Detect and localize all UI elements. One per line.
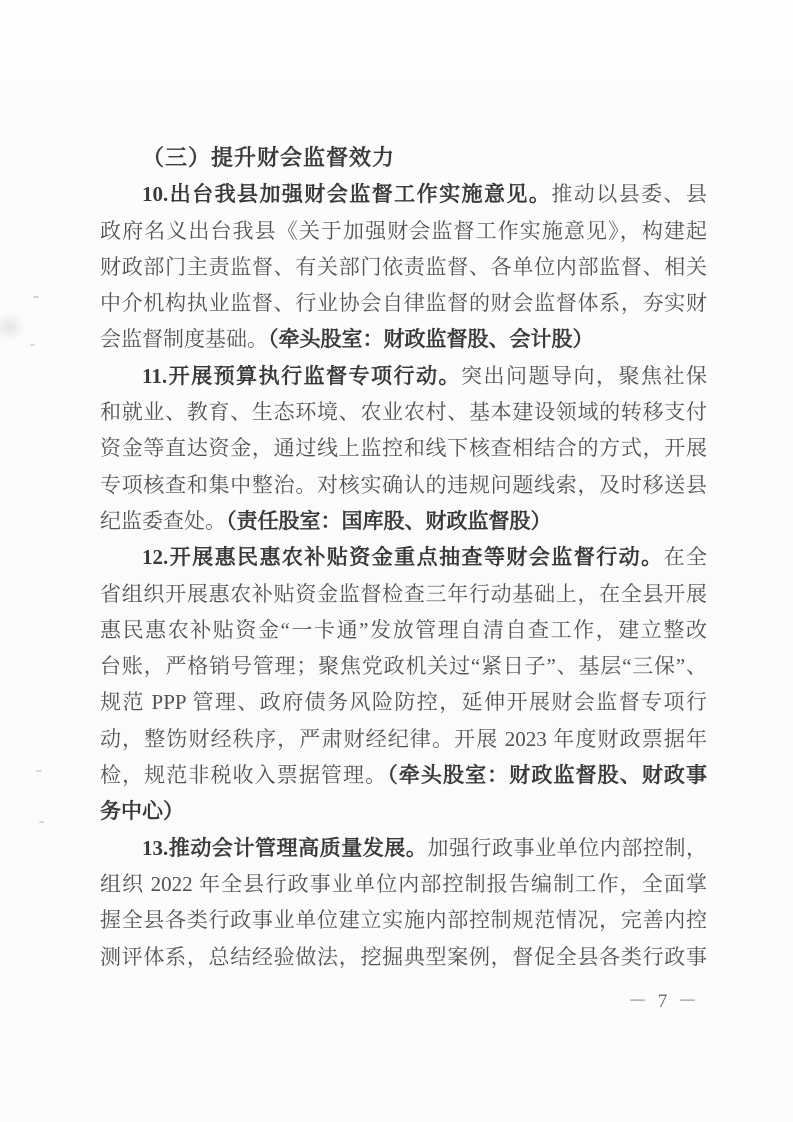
body-text: 测评体系，总结经验做法，挖掘典型案例，督促全县各类行政事: [100, 944, 707, 969]
section-heading: （三）提升财会监督效力: [142, 145, 396, 170]
body-text: 会监督制度基础。: [100, 327, 268, 352]
body-text: 握全县各类行政事业单位建立实施内部控制规范情况，完善内控: [100, 908, 707, 933]
body-text: 推动以县委、县: [551, 182, 707, 207]
scan-artifact: [33, 296, 39, 298]
paragraph-item-13: [100, 830, 707, 975]
paragraph-item-12: [100, 539, 707, 829]
body-text: 突出问题导向，聚焦社保: [461, 363, 707, 388]
emphasis-text: 10.出台我县加强财会监督工作实施意见。: [142, 182, 552, 207]
text-line: [100, 830, 707, 866]
text-line: [100, 684, 707, 720]
text-line: [100, 176, 707, 212]
body-text: 在全: [663, 545, 707, 570]
body-text: 规范 PPP 管理、政府债务风险防控，延伸开展财会监督专项行: [100, 690, 707, 715]
text-line: [100, 612, 707, 648]
text-line: [100, 249, 707, 285]
text-line: [100, 321, 707, 357]
text-line: [100, 793, 707, 829]
document-paragraphs: [100, 176, 707, 975]
scan-artifact: [36, 770, 42, 772]
scan-artifact: [39, 821, 44, 823]
body-text: 和就业、教育、生态环境、农业农村、基本建设领域的转移支付: [100, 400, 707, 425]
emphasis-text: （牵头股室：财政监督股、财政事: [387, 763, 707, 788]
paragraph-item-10: [100, 176, 707, 357]
text-line: [100, 757, 707, 793]
text-line: [100, 939, 707, 975]
text-line: [100, 721, 707, 757]
body-text: 政府名义出台我县《关于加强财会监督工作实施意见》，构建起: [100, 218, 707, 243]
body-text: 中介机构执业监督、行业协会自律监督的财会监督体系，夯实财: [100, 291, 707, 316]
emphasis-text: （责任股室：国库股、财政监督股）: [226, 508, 552, 533]
text-line: [100, 285, 707, 321]
scan-artifact: [30, 344, 35, 346]
text-line: [100, 576, 707, 612]
emphasis-text: 务中心）: [100, 799, 184, 824]
body-text: 财政部门主责监督、有关部门依责监督、各单位内部监督、相关: [100, 254, 707, 279]
emphasis-text: 12.开展惠民惠农补贴资金重点抽查等财会监督行动。: [142, 545, 664, 570]
text-line: [100, 902, 707, 938]
paragraph-item-11: [100, 358, 707, 539]
emphasis-text: （牵头股室：财政监督股、会计股）: [268, 327, 594, 352]
text-line: [100, 394, 707, 430]
text-line: [100, 503, 707, 539]
scan-smudge: [0, 312, 26, 342]
text-line: [100, 866, 707, 902]
body-text: 省组织开展惠农补贴资金监督检查三年行动基础上，在全县开展: [100, 581, 707, 606]
text-line: [100, 213, 707, 249]
body-text: 惠民惠农补贴资金“一卡通”发放管理自清自查工作，建立整改: [100, 617, 707, 642]
body-text: 专项核查和集中整治。对核实确认的违规问题线索，及时移送县: [100, 472, 707, 497]
body-text: 资金等直达资金，通过线上监控和线下核查相结合的方式，开展: [100, 436, 707, 461]
page-number: － 7 －: [627, 991, 700, 1012]
emphasis-text: 13.推动会计管理高质量发展。: [142, 835, 428, 860]
text-line: [100, 648, 707, 684]
text-line: [100, 539, 707, 575]
body-text: 加强行政事业单位内部控制，: [427, 835, 707, 860]
emphasis-text: 11.开展预算执行监督专项行动。: [142, 363, 462, 388]
text-line: [100, 467, 707, 503]
body-text: 检，规范非税收入票据管理。: [100, 763, 388, 788]
body-text: 纪监委查处。: [100, 508, 226, 533]
text-line: [100, 358, 707, 394]
body-text: 动，整饬财经秩序，严肃财经纪律。开展 2023 年度财政票据年: [100, 726, 707, 751]
body-text: 组织 2022 年全县行政事业单位内部控制报告编制工作，全面掌: [100, 871, 707, 896]
document-body: [100, 140, 707, 975]
text-line: [100, 430, 707, 466]
body-text: 台账，严格销号管理；聚焦党政机关过“紧日子”、基层“三保”、: [100, 654, 707, 679]
